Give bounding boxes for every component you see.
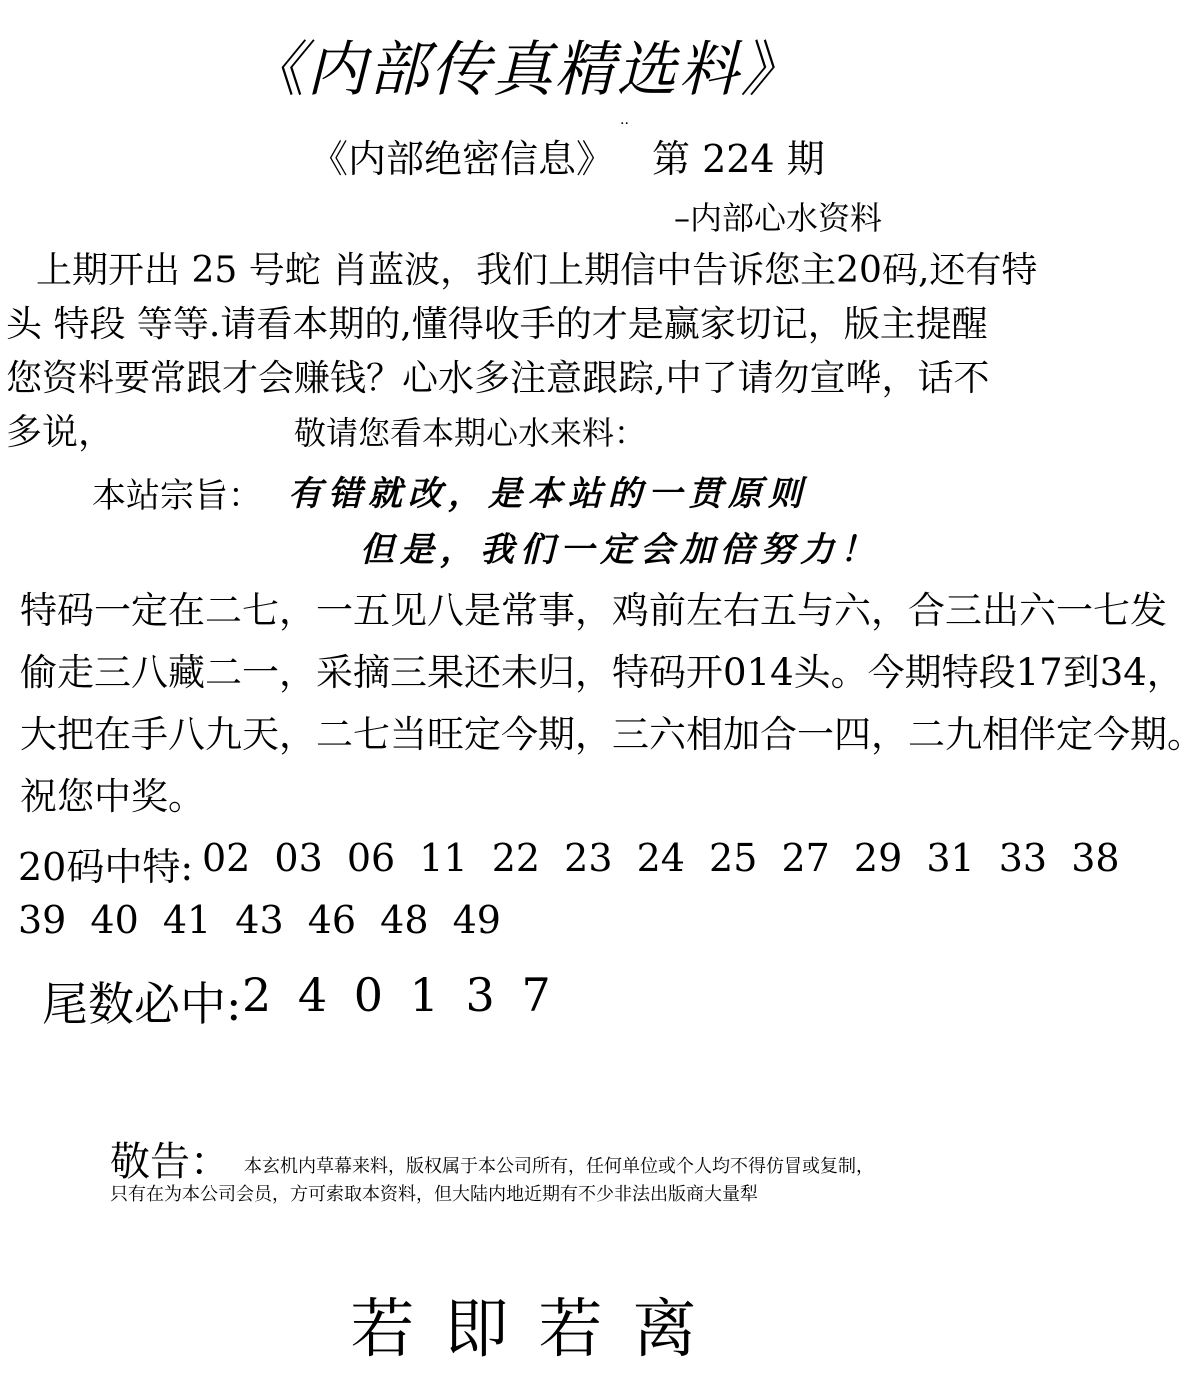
poem-line: 偷走三八藏二一，采摘三果还未归，特码开014头。今期特段17到34，: [20, 651, 1184, 694]
intro-paragraph: [6, 244, 1046, 460]
poem-line: 祝您中奖。: [20, 775, 205, 818]
tail-label: 尾数必中:: [42, 977, 242, 1031]
motto-line-1: 有错就改，是本站的一贯原则: [288, 474, 808, 514]
intro-line: 您资料要常跟才会赚钱？心水多注意跟踪,中了请勿宣哗，话不: [6, 358, 990, 399]
document-title: 《内部传真精选料》: [244, 35, 803, 105]
tail-values: 2 4 0 1 3 7: [242, 968, 551, 1022]
prediction-poem: [20, 580, 1204, 828]
intro-line-last: [6, 406, 1046, 460]
notice-line-2: 只有在为本公司会员，方可索取本资料，但大陆内地近期有不少非法出版商大量犁: [110, 1184, 758, 1205]
decorative-dots: ..: [620, 112, 629, 128]
notice-label: 敬告：: [110, 1139, 230, 1185]
footer-text: 若即若离: [350, 1293, 727, 1367]
document-subtitle: 《内部绝密信息》: [310, 137, 615, 181]
intro-line: 上期开出 25 号蛇 肖蓝波，我们上期信中告诉您主20码,还有特: [36, 250, 1038, 291]
intro-continuation: 敬请您看本期心水来料：: [294, 414, 647, 452]
intro-line-text: 多说，: [6, 412, 115, 453]
picks-numbers-row-2: 39 40 41 43 46 48 49: [18, 898, 501, 942]
issue-number: 第 224 期: [652, 137, 825, 181]
motto-label: 本站宗旨：: [92, 476, 262, 516]
poem-line: 大把在手八九天，二七当旺定今期，三六相加合一四，二九相伴定今期。: [20, 713, 1204, 756]
motto-line-2: 但是，我们一定会加倍努力！: [360, 530, 880, 570]
picks-numbers-row-1: 02 03 06 11 22 23 24 25 27 29 31 33 38: [202, 836, 1120, 880]
intro-line: 头 特段 等等.请看本期的,懂得收手的才是赢家切记，版主提醒: [6, 304, 988, 345]
source-label: –内部心水资料: [674, 199, 883, 237]
picks-label: 20码中特:: [18, 845, 194, 889]
poem-line: 特码一定在二七，一五见八是常事，鸡前左右五与六，合三出六一七发: [20, 589, 1167, 632]
notice-line-1: 本玄机内草幕来料，版权属于本公司所有，任何单位或个人均不得仿冒或复制，: [244, 1156, 874, 1177]
